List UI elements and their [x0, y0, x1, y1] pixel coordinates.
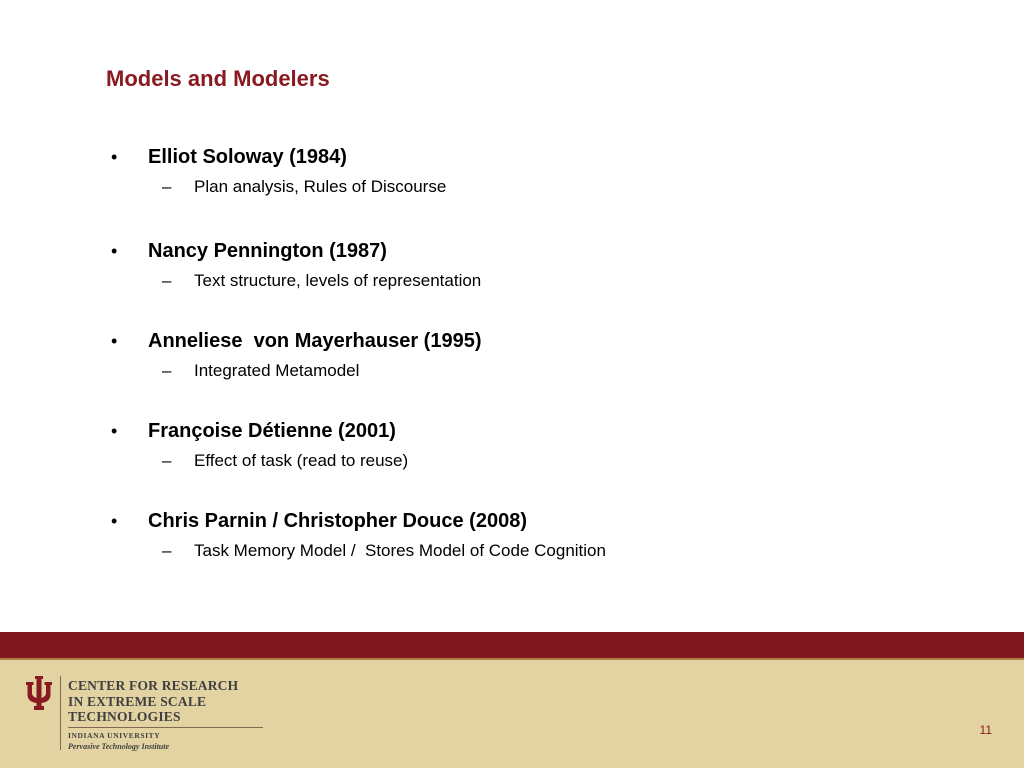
- bullet-marker: •: [111, 511, 118, 531]
- model-description: Integrated Metamodel: [194, 361, 360, 380]
- sub-bullet-marker: –: [162, 541, 172, 560]
- bullet-marker: •: [111, 147, 118, 167]
- institute-name: Pervasive Technology Institute: [68, 742, 170, 751]
- iu-trident-icon: [24, 676, 54, 710]
- modeler-name: Elliot Soloway (1984): [148, 146, 347, 168]
- modeler-name: Anneliese von Mayerhauser (1995): [148, 330, 482, 352]
- slide-title: Models and Modelers: [106, 66, 330, 91]
- university-name: INDIANA UNIVERSITY: [68, 731, 161, 740]
- model-description: Plan analysis, Rules of Discourse: [194, 177, 447, 196]
- modeler-name: Nancy Pennington (1987): [148, 240, 387, 262]
- center-name-line: TECHNOLOGIES: [68, 709, 181, 724]
- bullet-marker: •: [111, 331, 118, 351]
- sub-bullet-marker: –: [162, 451, 172, 470]
- model-description: Task Memory Model / Stores Model of Code Cognition: [194, 541, 606, 560]
- logo-divider: [60, 676, 61, 750]
- sub-bullet-marker: –: [162, 271, 172, 290]
- model-description: Effect of task (read to reuse): [194, 451, 409, 470]
- org-rule: [68, 727, 263, 728]
- bullet-marker: •: [111, 421, 118, 441]
- footer-accent-bar: [0, 632, 1024, 658]
- sub-bullet-marker: –: [162, 177, 172, 196]
- center-name-line: CENTER FOR RESEARCH: [68, 678, 239, 693]
- center-name: [68, 678, 238, 725]
- model-description: Text structure, levels of representation: [194, 271, 482, 290]
- sub-bullet-marker: –: [162, 361, 172, 380]
- page-number: 11: [979, 723, 992, 737]
- center-name-line: IN EXTREME SCALE: [68, 693, 207, 709]
- bullet-marker: •: [111, 241, 118, 261]
- modeler-name: Chris Parnin / Christopher Douce (2008): [148, 510, 527, 532]
- modeler-name: Françoise Détienne (2001): [148, 420, 396, 442]
